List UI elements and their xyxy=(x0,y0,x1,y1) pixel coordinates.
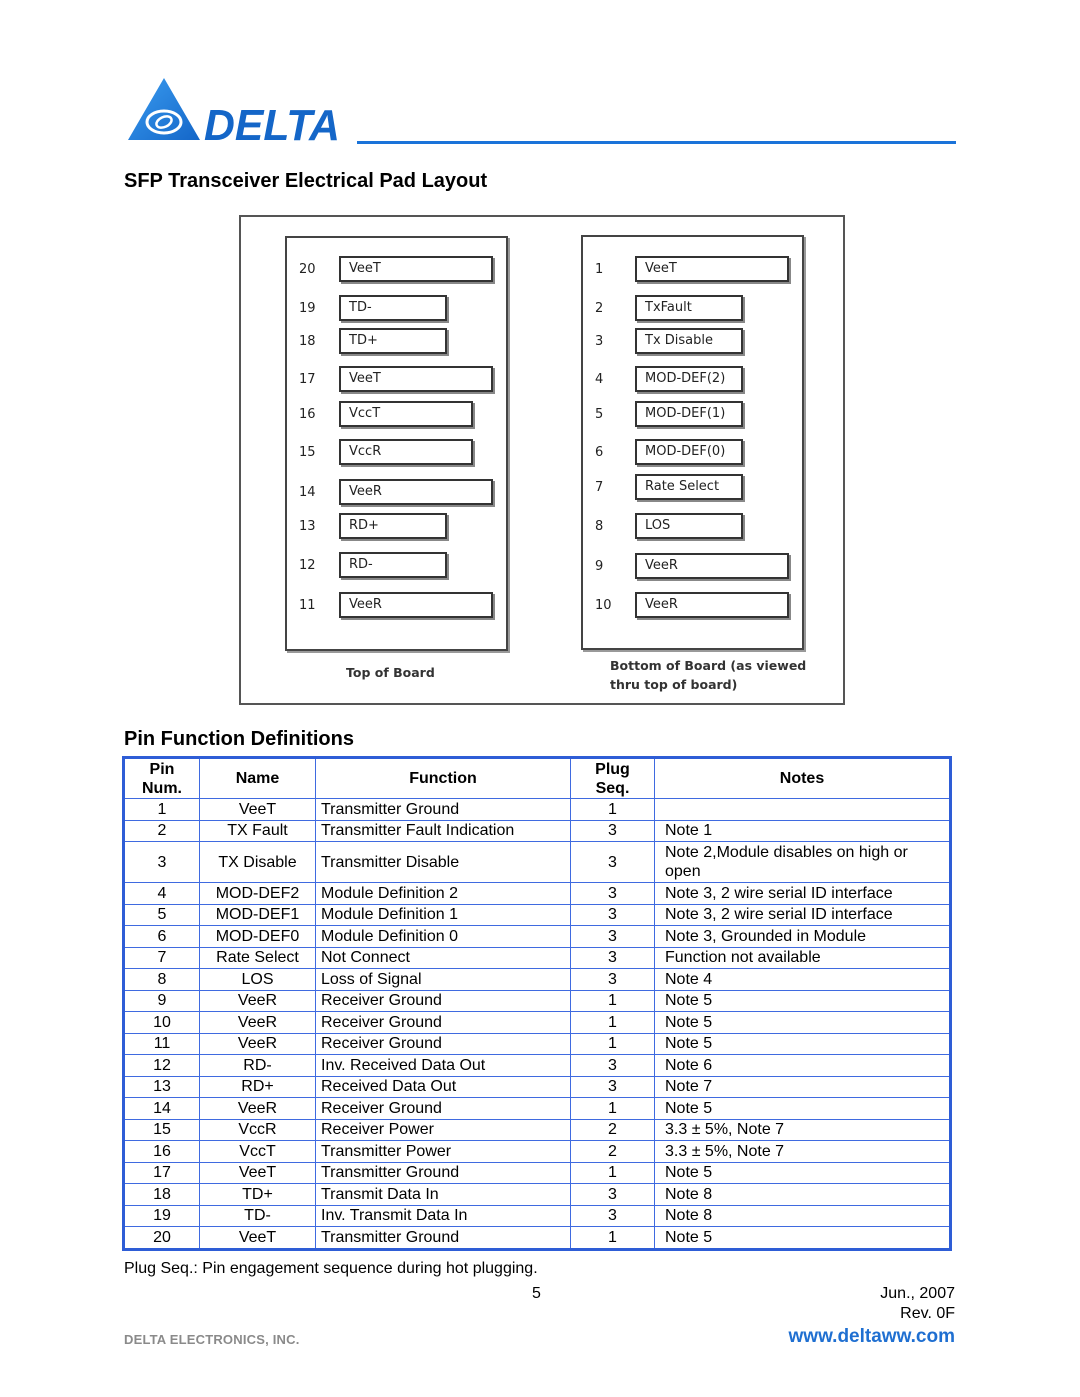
cell-pin: 11 xyxy=(124,1033,200,1055)
table-row xyxy=(124,1184,951,1206)
cell-notes: Note 5 xyxy=(655,990,951,1012)
cell-function: Module Definition 0 xyxy=(316,926,571,948)
bottom-of-board-panel xyxy=(581,235,804,650)
cell-seq: 1 xyxy=(571,1162,655,1184)
cell-seq: 2 xyxy=(571,1141,655,1163)
cell-function: Transmitter Power xyxy=(316,1141,571,1163)
cell-name: LOS xyxy=(200,969,316,991)
pad-label: RD+ xyxy=(339,513,447,539)
cell-notes: Note 3, 2 wire serial ID interface xyxy=(655,904,951,926)
cell-function: Transmitter Ground xyxy=(316,799,571,821)
cell-notes: Note 8 xyxy=(655,1184,951,1206)
cell-seq: 3 xyxy=(571,1184,655,1206)
header-plug-line2: Seq. xyxy=(595,779,630,797)
table-row xyxy=(124,1205,951,1227)
pad-label: LOS xyxy=(635,513,743,539)
pad-label: VeeR xyxy=(339,592,493,618)
cell-notes: 3.3 ± 5%, Note 7 xyxy=(655,1141,951,1163)
cell-pin: 3 xyxy=(124,842,200,883)
cell-function: Transmit Data In xyxy=(316,1184,571,1206)
pad-number: 14 xyxy=(299,485,316,500)
cell-pin: 13 xyxy=(124,1076,200,1098)
cell-name: VeeR xyxy=(200,1098,316,1120)
table-row xyxy=(124,947,951,969)
cell-name: RD+ xyxy=(200,1076,316,1098)
pad-label: Rate Select xyxy=(635,474,743,500)
pad-number: 6 xyxy=(595,445,604,460)
cell-function: Inv. Transmit Data In xyxy=(316,1205,571,1227)
pad-number: 17 xyxy=(299,372,316,387)
cell-function: Inv. Received Data Out xyxy=(316,1055,571,1077)
cell-name: VeeT xyxy=(200,799,316,821)
cell-name: VeeT xyxy=(200,1162,316,1184)
table-row xyxy=(124,904,951,926)
cell-pin: 9 xyxy=(124,990,200,1012)
top-of-board-caption: Top of Board xyxy=(346,665,435,680)
cell-function: Received Data Out xyxy=(316,1076,571,1098)
cell-name: TD- xyxy=(200,1205,316,1227)
cell-seq: 2 xyxy=(571,1119,655,1141)
pad-number: 11 xyxy=(299,598,316,613)
table-row xyxy=(124,1055,951,1077)
cell-notes: Note 7 xyxy=(655,1076,951,1098)
cell-notes: Note 3, Grounded in Module xyxy=(655,926,951,948)
cell-seq: 1 xyxy=(571,1033,655,1055)
table-row xyxy=(124,969,951,991)
cell-pin: 4 xyxy=(124,883,200,905)
cell-name: RD- xyxy=(200,1055,316,1077)
cell-name: TD+ xyxy=(200,1184,316,1206)
cell-notes: Note 4 xyxy=(655,969,951,991)
cell-notes: 3.3 ± 5%, Note 7 xyxy=(655,1119,951,1141)
cell-function: Not Connect xyxy=(316,947,571,969)
pad-label: TD+ xyxy=(339,328,447,354)
cell-pin: 2 xyxy=(124,820,200,842)
cell-pin: 6 xyxy=(124,926,200,948)
document-date: Jun., 2007 xyxy=(880,1285,955,1302)
pad-number: 5 xyxy=(595,407,604,422)
cell-name: TX Fault xyxy=(200,820,316,842)
pad-number: 20 xyxy=(299,262,316,277)
pad-number: 10 xyxy=(595,598,612,613)
cell-name: TX Disable xyxy=(200,842,316,883)
table-row xyxy=(124,1162,951,1184)
header-pin-line1: Pin xyxy=(149,760,175,778)
top-of-board-panel xyxy=(285,236,508,651)
cell-function: Transmitter Ground xyxy=(316,1162,571,1184)
pad-label: VeeR xyxy=(635,553,789,579)
cell-notes: Note 8 xyxy=(655,1205,951,1227)
table-row xyxy=(124,1141,951,1163)
cell-function: Transmitter Disable xyxy=(316,842,571,883)
pad-number: 16 xyxy=(299,407,316,422)
cell-seq: 3 xyxy=(571,1055,655,1077)
pad-number: 9 xyxy=(595,559,604,574)
cell-notes xyxy=(655,799,951,821)
plug-seq-footnote: Plug Seq.: Pin engagement sequence during hot plugging. xyxy=(124,1260,538,1277)
cell-name: VeeR xyxy=(200,990,316,1012)
pad-label: VeeR xyxy=(635,592,789,618)
cell-function: Transmitter Ground xyxy=(316,1227,571,1250)
pad-number: 8 xyxy=(595,519,604,534)
pad-label: MOD-DEF(1) xyxy=(635,401,743,427)
cell-notes: Note 5 xyxy=(655,1098,951,1120)
cell-name: VeeR xyxy=(200,1033,316,1055)
cell-seq: 3 xyxy=(571,904,655,926)
cell-pin: 17 xyxy=(124,1162,200,1184)
cell-seq: 3 xyxy=(571,842,655,883)
cell-seq: 3 xyxy=(571,883,655,905)
cell-seq: 1 xyxy=(571,1012,655,1034)
cell-function: Receiver Ground xyxy=(316,1033,571,1055)
cell-pin: 12 xyxy=(124,1055,200,1077)
pad-label: VeeT xyxy=(635,256,789,282)
pad-layout-diagram xyxy=(239,215,845,705)
bottom-caption-line-1: Bottom of Board (as viewed xyxy=(610,658,807,673)
cell-name: MOD-DEF1 xyxy=(200,904,316,926)
pad-label: MOD-DEF(2) xyxy=(635,366,743,392)
logo-wordmark: DELTA xyxy=(204,101,340,146)
page-number: 5 xyxy=(532,1285,541,1302)
table-row xyxy=(124,926,951,948)
table-row xyxy=(124,820,951,842)
cell-notes: Note 2,Module disables on high or open xyxy=(655,842,951,883)
cell-pin: 1 xyxy=(124,799,200,821)
cell-notes: Note 3, 2 wire serial ID interface xyxy=(655,883,951,905)
document-revision: Rev. 0F xyxy=(900,1305,955,1322)
delta-logo xyxy=(124,74,342,146)
pad-label: VccR xyxy=(339,439,473,465)
cell-pin: 19 xyxy=(124,1205,200,1227)
pad-number: 3 xyxy=(595,334,604,349)
pad-number: 7 xyxy=(595,480,604,495)
pad-number: 4 xyxy=(595,372,604,387)
pad-number: 1 xyxy=(595,262,604,277)
header-plug-seq xyxy=(571,758,655,799)
pad-number: 15 xyxy=(299,445,316,460)
cell-notes: Note 1 xyxy=(655,820,951,842)
pad-label: VeeR xyxy=(339,479,493,505)
table-row xyxy=(124,1012,951,1034)
section-title-pad-layout: SFP Transceiver Electrical Pad Layout xyxy=(124,170,488,192)
cell-seq: 1 xyxy=(571,799,655,821)
table-row xyxy=(124,842,951,883)
cell-pin: 7 xyxy=(124,947,200,969)
pin-function-table xyxy=(122,756,952,1251)
website-link[interactable]: www.deltaww.com xyxy=(788,1326,955,1347)
cell-notes: Note 5 xyxy=(655,1227,951,1250)
bottom-of-board-caption xyxy=(610,656,806,694)
pad-number: 19 xyxy=(299,301,316,316)
table-row xyxy=(124,1033,951,1055)
cell-seq: 1 xyxy=(571,1227,655,1250)
cell-seq: 1 xyxy=(571,990,655,1012)
header-rule xyxy=(357,141,956,144)
cell-function: Receiver Ground xyxy=(316,1098,571,1120)
cell-seq: 3 xyxy=(571,1205,655,1227)
cell-function: Loss of Signal xyxy=(316,969,571,991)
cell-function: Receiver Ground xyxy=(316,990,571,1012)
table-row xyxy=(124,1119,951,1141)
bottom-caption-line-2: thru top of board) xyxy=(610,677,738,692)
cell-name: MOD-DEF0 xyxy=(200,926,316,948)
cell-function: Receiver Ground xyxy=(316,1012,571,1034)
cell-function: Module Definition 1 xyxy=(316,904,571,926)
cell-name: Rate Select xyxy=(200,947,316,969)
header-name: Name xyxy=(200,758,316,799)
table-row xyxy=(124,1076,951,1098)
cell-pin: 14 xyxy=(124,1098,200,1120)
table-row xyxy=(124,799,951,821)
pad-number: 18 xyxy=(299,334,316,349)
pad-label: TD- xyxy=(339,295,447,321)
cell-notes: Note 6 xyxy=(655,1055,951,1077)
cell-seq: 3 xyxy=(571,947,655,969)
header-pin-num xyxy=(124,758,200,799)
pad-number: 2 xyxy=(595,301,604,316)
cell-pin: 8 xyxy=(124,969,200,991)
cell-name: VeeT xyxy=(200,1227,316,1250)
cell-notes: Note 5 xyxy=(655,1012,951,1034)
pad-label: VeeT xyxy=(339,366,493,392)
header-plug-line1: Plug xyxy=(595,760,630,778)
cell-seq: 1 xyxy=(571,1098,655,1120)
header-function: Function xyxy=(316,758,571,799)
cell-notes: Note 5 xyxy=(655,1162,951,1184)
table-row xyxy=(124,990,951,1012)
cell-function: Receiver Power xyxy=(316,1119,571,1141)
header-notes: Notes xyxy=(655,758,951,799)
cell-function: Module Definition 2 xyxy=(316,883,571,905)
cell-pin: 18 xyxy=(124,1184,200,1206)
cell-notes: Function not available xyxy=(655,947,951,969)
cell-pin: 16 xyxy=(124,1141,200,1163)
cell-seq: 3 xyxy=(571,969,655,991)
delta-triangle-logo-icon xyxy=(124,74,342,146)
table-row xyxy=(124,883,951,905)
pad-label: Tx Disable xyxy=(635,328,743,354)
pad-number: 13 xyxy=(299,519,316,534)
cell-name: MOD-DEF2 xyxy=(200,883,316,905)
header-pin-line2: Num. xyxy=(142,779,182,797)
cell-seq: 3 xyxy=(571,1076,655,1098)
cell-function: Transmitter Fault Indication xyxy=(316,820,571,842)
cell-pin: 10 xyxy=(124,1012,200,1034)
cell-seq: 3 xyxy=(571,926,655,948)
table-row xyxy=(124,1098,951,1120)
table-header-row xyxy=(124,758,951,799)
pad-label: MOD-DEF(0) xyxy=(635,439,743,465)
cell-pin: 20 xyxy=(124,1227,200,1250)
cell-pin: 5 xyxy=(124,904,200,926)
pad-number: 12 xyxy=(299,558,316,573)
pad-label: VccT xyxy=(339,401,473,427)
cell-name: VccT xyxy=(200,1141,316,1163)
pad-label: RD- xyxy=(339,552,447,578)
cell-name: VccR xyxy=(200,1119,316,1141)
table-row xyxy=(124,1227,951,1250)
section-title-pin-functions: Pin Function Definitions xyxy=(124,728,354,750)
pad-label: TxFault xyxy=(635,295,743,321)
cell-name: VeeR xyxy=(200,1012,316,1034)
cell-seq: 3 xyxy=(571,820,655,842)
cell-pin: 15 xyxy=(124,1119,200,1141)
company-name: DELTA ELECTRONICS, INC. xyxy=(124,1332,300,1347)
cell-notes: Note 5 xyxy=(655,1033,951,1055)
pad-label: VeeT xyxy=(339,256,493,282)
